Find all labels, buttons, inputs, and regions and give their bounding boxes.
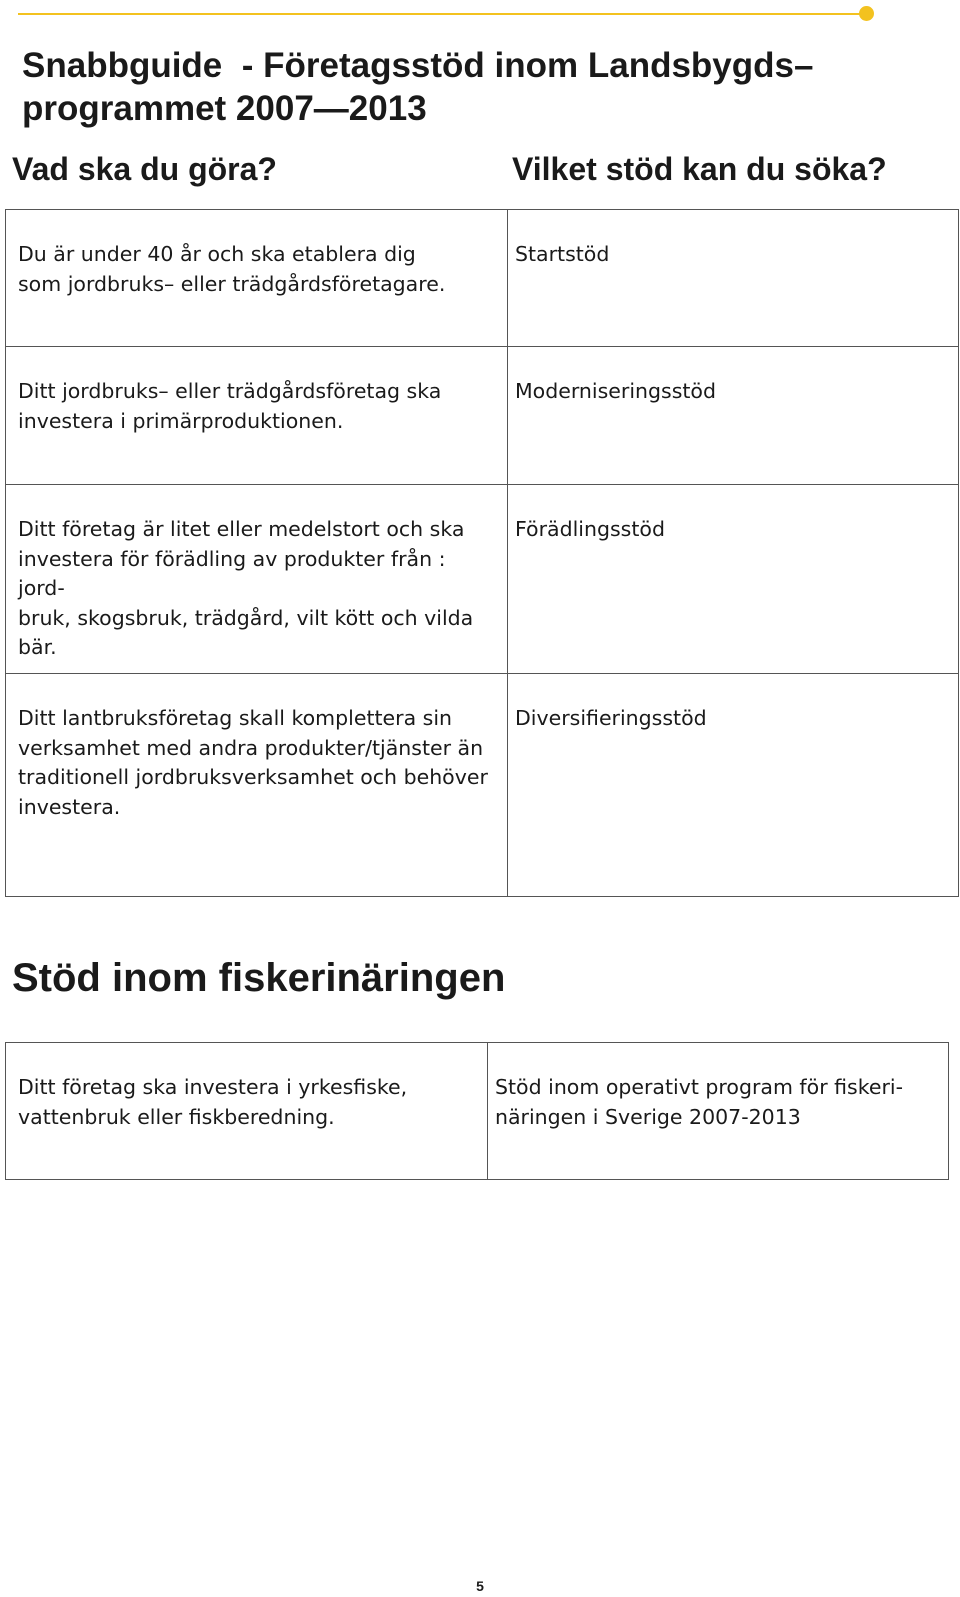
support-cell	[508, 674, 959, 897]
support-cell	[508, 210, 959, 347]
support-cell	[488, 1043, 949, 1180]
situation-cell	[6, 210, 508, 347]
top-accent-rule	[18, 13, 866, 15]
situation-line: Ditt lantbruksföretag skall komplettera sin	[18, 706, 453, 730]
table-row	[6, 210, 959, 347]
table-row	[6, 485, 959, 674]
fisheries-heading: Stöd inom fiskerinäringen	[12, 956, 506, 1000]
fisheries-support-table	[5, 1042, 949, 1180]
situation-cell	[6, 485, 508, 674]
situation-line: vattenbruk eller fiskberedning.	[18, 1104, 335, 1129]
situation-line: som jordbruks– eller trädgårdsföretagare.	[18, 271, 446, 296]
support-cell	[508, 485, 959, 674]
support-name: Startstöd	[515, 242, 610, 266]
situation-line: bruk, skogsbruk, trädgård, vilt kött och vilda	[18, 605, 474, 630]
table-row	[6, 1043, 949, 1180]
situation-line: verksamhet med andra produkter/tjänster än	[18, 735, 484, 760]
support-name: Diversifieringsstöd	[515, 706, 707, 730]
page-title-line-2: programmet 2007—2013	[22, 89, 427, 128]
situation-cell	[6, 674, 508, 897]
page-title-line-1: Snabbguide - Företagsstöd inom Landsbygds–	[22, 46, 814, 85]
page-title	[22, 44, 922, 130]
support-name: Förädlingsstöd	[515, 517, 665, 541]
situation-line: investera i primärproduktionen.	[18, 408, 344, 433]
column-heading-which-support: Vilket stöd kan du söka?	[512, 151, 887, 187]
table-row	[6, 347, 959, 485]
rural-support-table	[5, 209, 959, 897]
support-cell	[508, 347, 959, 485]
situation-line: investera för förädling av produkter från : jord-	[18, 546, 446, 600]
situation-line: traditionell jordbruksverksamhet och behöver	[18, 765, 488, 789]
situation-line: Du är under 40 år och ska etablera dig	[18, 242, 416, 266]
page-number: 5	[476, 1578, 484, 1594]
situation-line: investera.	[18, 794, 121, 819]
situation-line: Ditt jordbruks– eller trädgårdsföretag ska	[18, 379, 442, 403]
situation-cell	[6, 347, 508, 485]
situation-cell	[6, 1043, 488, 1180]
table-row	[6, 674, 959, 897]
situation-line: bär.	[18, 635, 57, 659]
support-line: Stöd inom operativt program för fiskeri-	[495, 1075, 904, 1099]
top-accent-dot	[859, 6, 874, 21]
column-heading-what-to-do: Vad ska du göra?	[12, 151, 277, 187]
situation-line: Ditt företag ska investera i yrkesfiske,	[18, 1075, 408, 1099]
situation-line: Ditt företag är litet eller medelstort och ska	[18, 517, 465, 541]
support-name: Moderniseringsstöd	[515, 379, 716, 403]
support-line: näringen i Sverige 2007-2013	[495, 1104, 801, 1129]
